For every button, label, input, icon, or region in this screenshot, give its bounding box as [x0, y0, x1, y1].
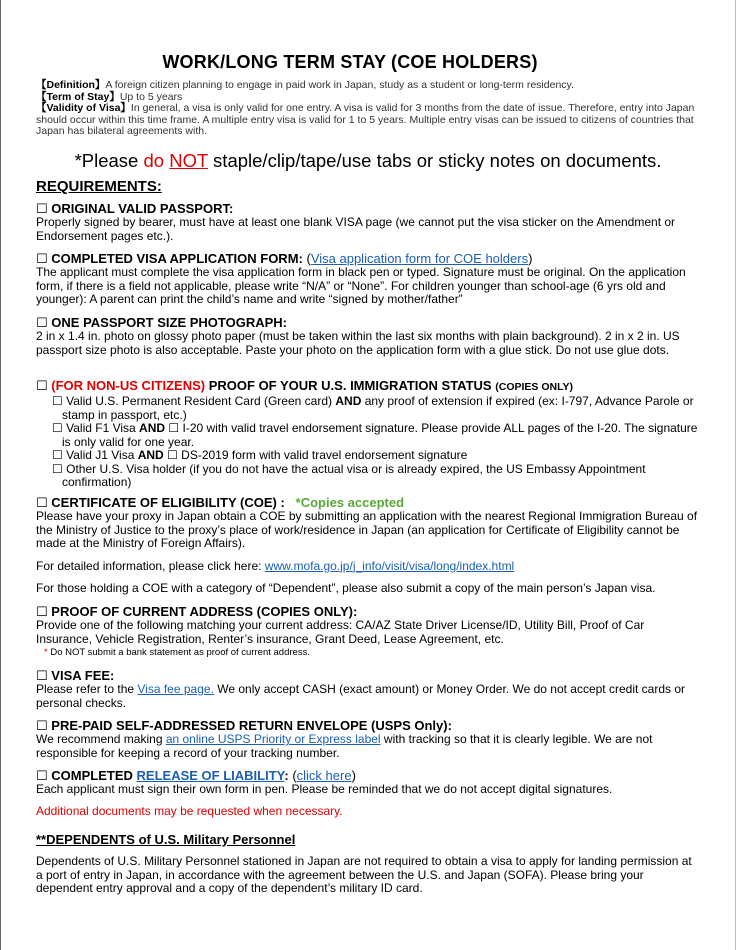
checkbox-icon: ☐ — [36, 315, 48, 330]
checkbox-icon: ☐ — [36, 768, 48, 783]
item-and: AND — [139, 421, 166, 435]
checkbox-icon: ☐ — [168, 421, 180, 435]
checkbox-icon: ☐ — [36, 495, 48, 510]
application-form-link[interactable]: Visa application form for COE holders — [310, 251, 529, 266]
fee-heading: VISA FEE: — [51, 668, 115, 683]
fee-prefix: Please refer to the — [36, 682, 138, 696]
envelope-suffix: with tracking so that it is clearly legible. We are not responsible for keeping a record of your tracking number. — [36, 732, 653, 760]
dependents-heading: **DEPENDENTS of U.S. Military Personnel — [36, 832, 296, 847]
section-application: ☐ COMPLETED VISA APPLICATION FORM: (Visa application form for COE holders) The applicant must complete the visa application form in black pen or typed. Signature must be original. On the application form, if there is a field not applicable, please write “N/A” or “None”. For children younger than school-age (6 yrs old and younger): A parent can print the child’s name and write “signed by mother/father” — [36, 251, 700, 307]
item-and: AND — [137, 448, 164, 462]
dependents-body: Dependents of U.S. Military Personnel stationed in Japan are not required to obtain a visa to apply for landing permission at a port of entry in Japan, in accordance with the agreement between the U.S. and Japan (SOFA). Please bring your dependent entry approval and a copy of the dependent’s military ID card. — [36, 854, 692, 895]
checkbox-icon: ☐ — [52, 448, 63, 462]
item-text: I-20 with valid travel endorsement signature. Please provide ALL pages of the I-20. The signature is only valid for one year. — [62, 421, 698, 449]
section-dependents — [36, 832, 700, 896]
definition-label: 【Definition】 — [36, 79, 106, 91]
section-passport — [36, 201, 700, 243]
coe-body: Please have your proxy in Japan obtain a COE by submitting an application with the nearest Regional Immigration Bureau of the Ministry of Justice to the proxy’s place of work/residence in Japan (an application for Certificate of Eligibility cannot be made at the Ministry of Foreign Affairs). — [36, 509, 698, 550]
visa-fee-link[interactable]: Visa fee page. — [137, 682, 214, 696]
section-coe — [36, 495, 700, 596]
immigration-item-green-card — [36, 395, 700, 422]
item-and: AND — [335, 394, 362, 408]
section-release — [36, 768, 700, 797]
page-left-border — [0, 0, 1, 950]
envelope-prefix: We recommend making — [36, 732, 166, 746]
definition-text: A foreign citizen planning to engage in paid work in Japan, study as a student or long-term residency. — [105, 79, 574, 91]
checkbox-icon: ☐ — [36, 251, 48, 266]
checkbox-icon: ☐ — [36, 378, 48, 393]
page-title: WORK/LONG TERM STAY (COE HOLDERS) — [162, 52, 538, 72]
checkbox-icon: ☐ — [167, 448, 178, 462]
checkbox-icon: ☐ — [52, 461, 63, 476]
envelope-heading: PRE-PAID SELF-ADDRESSED RETURN ENVELOPE (USPS Only): — [51, 718, 452, 733]
passport-heading: ORIGINAL VALID PASSPORT: — [51, 201, 234, 216]
item-text: Valid J1 Visa — [66, 448, 135, 462]
checkbox-icon: ☐ — [36, 201, 48, 216]
paren-open: ( — [288, 768, 297, 783]
notice-do: do — [143, 150, 165, 171]
notice-not: NOT — [169, 150, 208, 171]
immigration-heading-red: (FOR NON-US CITIZENS) — [51, 378, 206, 393]
additional-documents-note: Additional documents may be requested when necessary. — [36, 804, 343, 818]
coe-dependent: For those holding a COE with a category of “Dependent”, please also submit a copy of the main person’s Japan visa. — [36, 581, 656, 595]
fee-suffix: We only accept CASH (exact amount) or Money Order. We do not accept credit cards or personal checks. — [36, 682, 685, 710]
release-click-here-link[interactable]: click here — [296, 768, 352, 783]
coe-copies-accepted: *Copies accepted — [295, 495, 405, 510]
address-body: Provide one of the following matching your current address: CA/AZ State Driver License/ID, Utility Bill, Proof of Car Insurance, Vehicle Registration, Renter’s insurance, Grant Deed, Lease Agreement, etc. — [36, 618, 645, 646]
term-text: Up to 5 years — [119, 90, 183, 103]
usps-label-link[interactable]: an online USPS Priority or Express label — [165, 732, 381, 746]
checkbox-icon: ☐ — [52, 421, 63, 435]
coe-heading: CERTIFICATE OF ELIGIBILITY (COE) : — [51, 495, 285, 510]
immigration-item-f1 — [36, 422, 700, 449]
notice-prefix: *Please — [74, 150, 144, 171]
checkbox-icon: ☐ — [36, 604, 48, 619]
validity-text: In general, a visa is only valid for one entry. A visa is valid for 3 months from the date of issue. Therefore, entry into Japan should occur within this time frame. A multiple entry visa is valid for 1 to 5 years. Multiple entry visas can be issued to citizens of countries that Japan has bilateral agreements with. — [36, 102, 695, 137]
section-fee — [36, 668, 700, 710]
staple-notice — [0, 150, 736, 172]
item-text: Valid U.S. Permanent Resident Card (Green card) — [66, 394, 333, 408]
item-text: Valid F1 Visa — [66, 421, 136, 435]
section-address — [36, 604, 700, 660]
passport-body: Properly signed by bearer, must have at least one blank VISA page (we cannot put the visa sticker on the Amendment or Endorsement pages etc.). — [36, 215, 676, 243]
notice-suffix: staple/clip/tape/use tabs or sticky notes on documents. — [207, 150, 662, 171]
item-text: Other U.S. Visa holder (if you do not have the actual visa or is already expired, the US Embassy Appointment confirmation) — [62, 461, 646, 489]
term-label: 【Term of Stay】 — [36, 90, 120, 103]
coe-detail — [36, 560, 700, 574]
release-body: Each applicant must sign their own form in pen. Please be reminded that we do not accept digital signatures. — [36, 782, 613, 796]
release-of-liability-link[interactable]: RELEASE OF LIABILITY — [136, 768, 285, 783]
item-text: DS-2019 form with valid travel endorsement signature — [181, 448, 468, 462]
note-star: * — [44, 647, 48, 658]
application-heading: COMPLETED VISA APPLICATION FORM: — [51, 251, 303, 266]
release-heading: COMPLETED — [51, 768, 133, 783]
photo-heading: ONE PASSPORT SIZE PHOTOGRAPH: — [51, 315, 287, 330]
requirements-heading: REQUIREMENTS: — [36, 178, 162, 195]
release-colon: : — [284, 768, 289, 783]
validity-label: 【Validity of Visa】 — [36, 102, 131, 114]
note-text: Do NOT submit a bank statement as proof of current address. — [47, 647, 310, 658]
address-note — [36, 646, 700, 660]
immigration-heading-small: (COPIES ONLY) — [495, 381, 574, 393]
checkbox-icon: ☐ — [36, 668, 48, 683]
address-heading: PROOF OF CURRENT ADDRESS (COPIES ONLY): — [51, 604, 358, 619]
intro-block — [36, 80, 700, 138]
coe-detail-prefix: For detailed information, please click here: — [36, 558, 265, 573]
checkbox-icon: ☐ — [36, 718, 48, 733]
immigration-heading: PROOF OF YOUR U.S. IMMIGRATION STATUS — [208, 378, 492, 393]
application-body: The applicant must complete the visa application form in black pen or typed. Signature must be original. On the application form, if there is a field not applicable, please write “N/A” or “None”. For children younger than school-age (6 yrs old and younger): A parent can print the child’s name and write “signed by mother/father” — [36, 265, 686, 306]
mofa-link[interactable]: www.mofa.go.jp/j_info/visit/visa/long/index.html — [264, 558, 515, 573]
item-text: any proof of extension if expired (ex: I-797, Advance Parole or stamp in passport, etc.) — [62, 394, 694, 422]
fee-body — [36, 683, 700, 710]
envelope-body — [36, 733, 700, 760]
checkbox-icon: ☐ — [52, 394, 63, 408]
paren-close: ) — [351, 768, 356, 783]
immigration-item-other — [36, 463, 700, 490]
section-envelope — [36, 718, 700, 760]
section-immigration — [36, 378, 700, 490]
photo-body: 2 in x 1.4 in. photo on glossy photo paper (must be taken within the last six months with plain background). 2 in x 2 in. US passport size photo is also acceptable. Paste your photo on the application form with a glue stick. Do not use glue dots. — [36, 329, 680, 357]
immigration-item-j1 — [36, 449, 700, 463]
section-photo — [36, 315, 700, 357]
